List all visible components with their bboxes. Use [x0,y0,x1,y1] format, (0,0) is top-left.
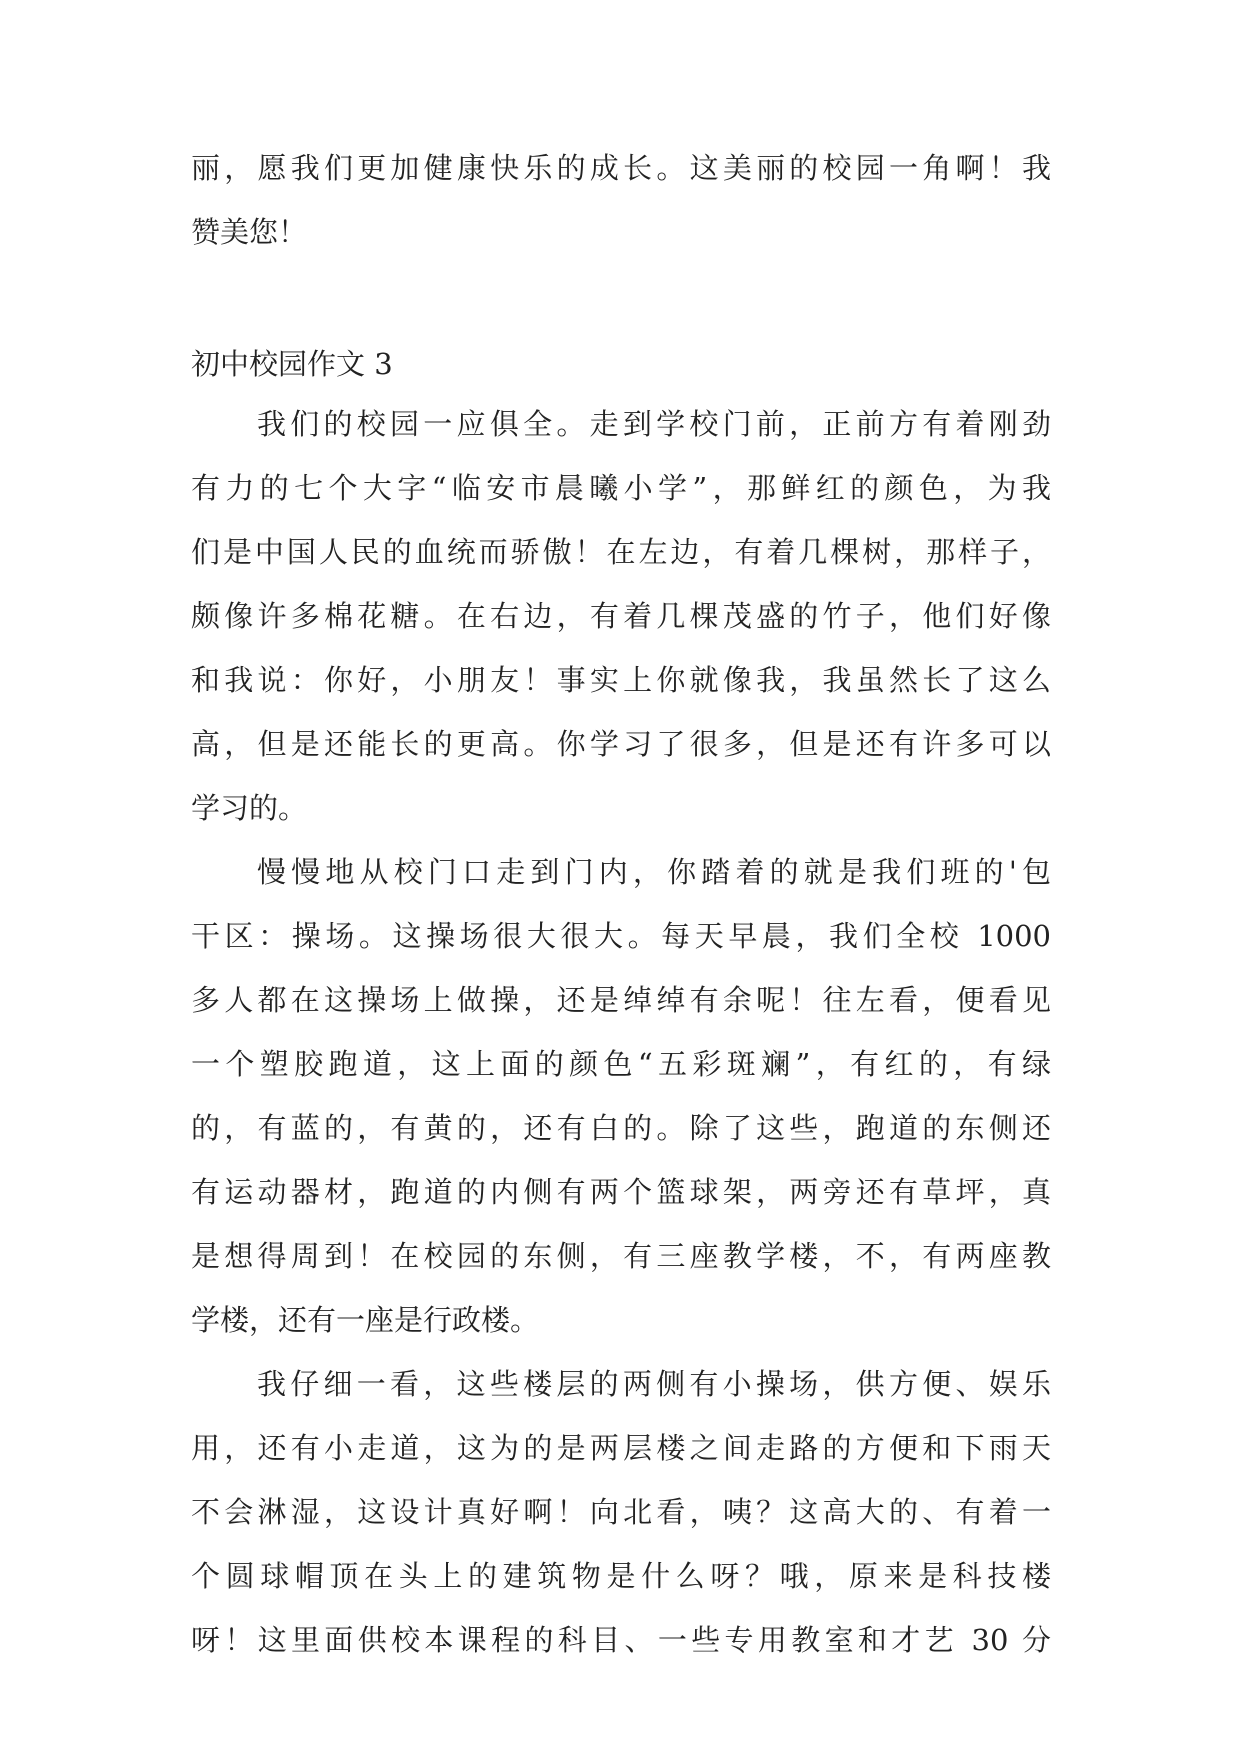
paragraph-2 [191,840,1051,1352]
text-line: 丽，愿我们更加健康快乐的成长。这美丽的校园一角啊！我 [191,151,1051,185]
text-line: 是想得周到！在校园的东侧，有三座教学楼，不，有两座教 [191,1239,1051,1273]
section-title-block [191,332,1051,396]
text-line: 赞美您！ [191,215,308,249]
text-line: 有运动器材，跑道的内侧有两个篮球架，两旁还有草坪，真 [191,1175,1051,1209]
text-line: 有力的七个大字“临安市晨曦小学”，那鲜红的颜色，为我 [191,471,1051,505]
text-line: 一个塑胶跑道，这上面的颜色“五彩斑斓”，有红的，有绿 [191,1047,1051,1081]
intro-paragraph [191,136,1051,264]
text-line: 的，有蓝的，有黄的，还有白的。除了这些，跑道的东侧还 [191,1111,1051,1145]
text-line: 学楼，还有一座是行政楼。 [191,1303,540,1337]
section-title: 初中校园作文 3 [191,347,393,381]
paragraph-3 [191,1352,1051,1672]
text-line: 我仔细一看，这些楼层的两侧有小操场，供方便、娱乐 [257,1367,1051,1401]
text-line: 不会淋湿，这设计真好啊！向北看，咦？这高大的、有着一 [191,1495,1051,1529]
text-line: 学习的。 [191,791,308,825]
paragraph-1 [191,392,1051,840]
text-line: 多人都在这操场上做操，还是绰绰有余呢！往左看，便看见 [191,983,1051,1017]
text-line: 呀！这里面供校本课程的科目、一些专用教室和才艺 30 分 [191,1623,1051,1657]
text-line: 颇像许多棉花糖。在右边，有着几棵茂盛的竹子，他们好像 [191,599,1051,633]
text-line: 和我说：你好，小朋友！事实上你就像我，我虽然长了这么 [191,663,1051,697]
text-line: 个圆球帽顶在头上的建筑物是什么呀？哦，原来是科技楼 [191,1559,1051,1593]
text-line: 高，但是还能长的更高。你学习了很多，但是还有许多可以 [191,727,1051,761]
text-line: 干区：操场。这操场很大很大。每天早晨，我们全校 1000 [191,919,1051,953]
text-line: 们是中国人民的血统而骄傲！在左边，有着几棵树，那样子， [191,535,1051,569]
text-line: 慢慢地从校门口走到门内，你踏着的就是我们班的'包 [257,855,1051,889]
text-line: 用，还有小走道，这为的是两层楼之间走路的方便和下雨天 [191,1431,1051,1465]
text-line: 我们的校园一应俱全。走到学校门前，正前方有着刚劲 [257,407,1051,441]
